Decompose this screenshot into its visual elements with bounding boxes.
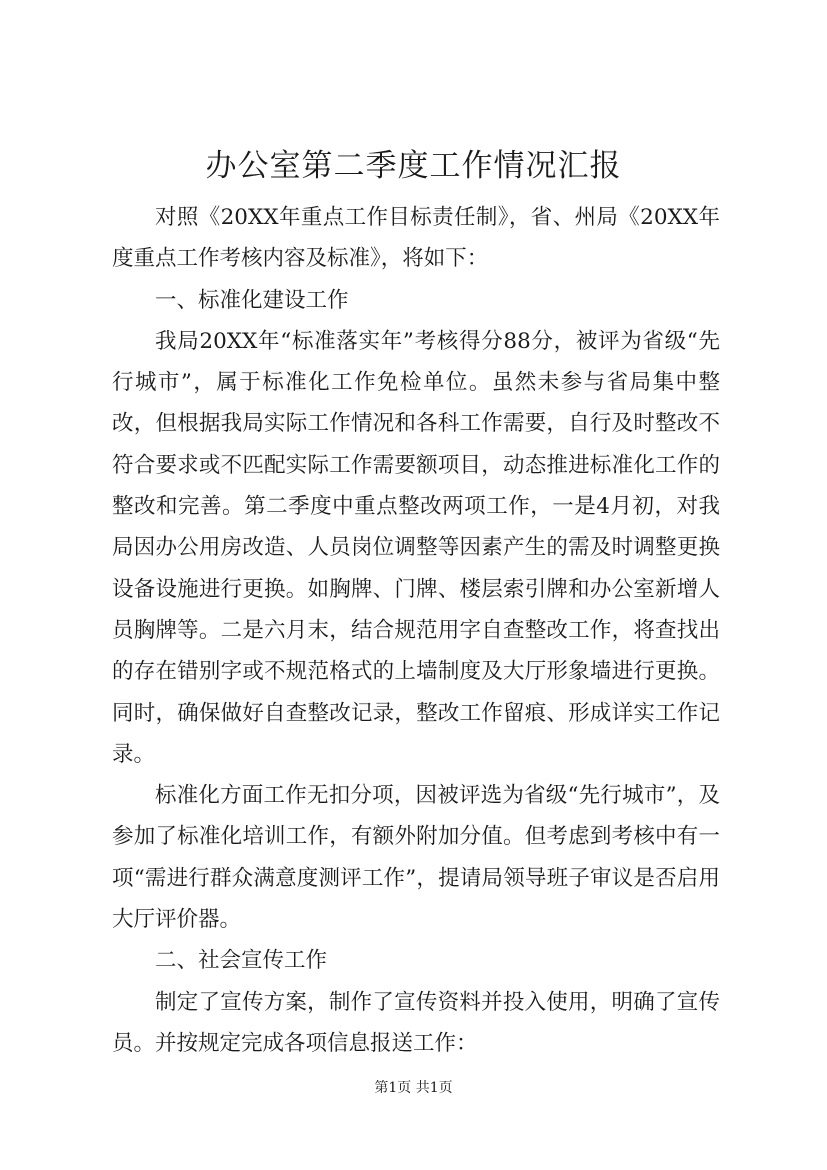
paragraph-standardization-detail: 我局20XX年“标准落实年”考核得分88分，被评为省级“先行城市”，属于标准化工作免检单位。虽然未参与省局集中整改，但根据我局实际工作情况和各科工作需要，自行及时整改不符合要求或不匹配实际工作需要额项目，动态推进标准化工作的整改和完善。第二季度中重点整改两项工作，一是4月初，对我局因办公用房改造、人员岗位调整等因素产生的需及时调整更换设备设施进行更换。如胸牌、门牌、楼层索引牌和办公室新增人员胸牌等。二是六月末，结合规范用字自查整改工作，将查找出的存在错别字或不规范格式的上墙制度及大厅形象墙进行更换。同时，确保做好自查整改记录，整改工作留痕、形成详实工作记录。 [112,328,720,767]
paragraph-intro: 对照《20XX年重点工作目标责任制》，省、州局《20XX年度重点工作考核内容及标准》，将如下： [112,205,720,272]
document-title: 办公室第二季度工作情况汇报 [205,148,622,184]
section-heading-standardization: 一、标准化建设工作 [155,287,349,313]
section-heading-publicity: 二、社会宣传工作 [155,948,328,974]
document-body [112,197,720,1064]
paragraph-standardization-score: 标准化方面工作无扣分项，因被评选为省级“先行城市”，及参加了标准化培训工作，有额外附加分值。但考虑到考核中有一项“需进行群众满意度测评工作”，提请局领导班子审议是否启用大厅评价器。 [112,783,720,933]
page-footer: 第1页 共1页 [374,1080,453,1096]
paragraph-publicity-detail: 制定了宣传方案，制作了宣传资料并投入使用，明确了宣传员。并按规定完成各项信息报送工作： [112,989,720,1056]
